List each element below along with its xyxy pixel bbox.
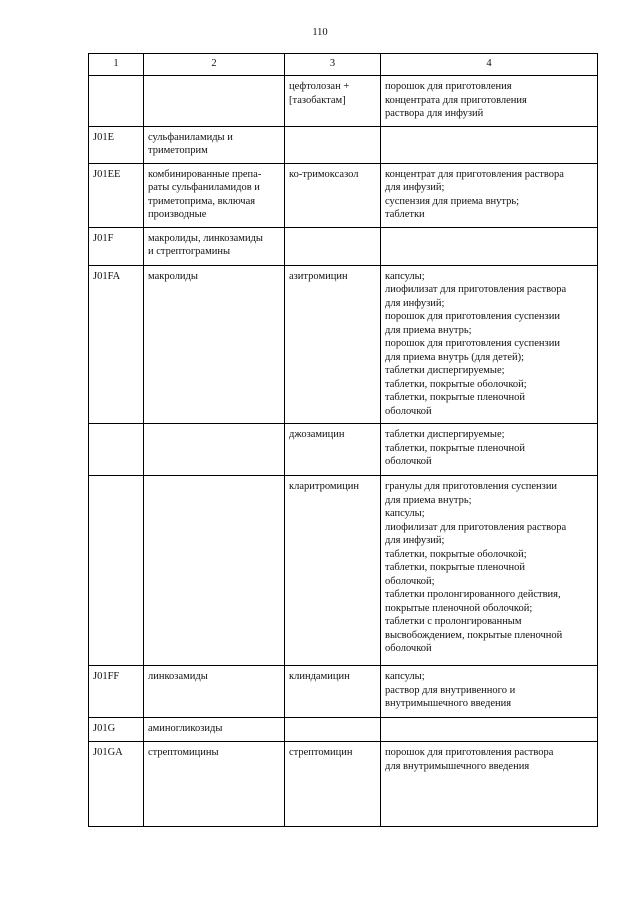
group-name-cell — [144, 163, 285, 227]
table-row — [89, 265, 598, 424]
atc-code-cell — [89, 227, 144, 265]
group-name-line: и стрептограмины — [148, 246, 231, 257]
substance-line: азитромицин — [289, 270, 348, 282]
dosage-forms-cell — [381, 476, 598, 666]
dosage-form-line: для приема внутрь (для детей); — [385, 351, 525, 363]
substance-line: ко-тримоксазол — [289, 168, 359, 180]
dosage-form-line: таблетки, покрытые оболочкой; — [385, 548, 527, 560]
dosage-form-line: лиофилизат для приготовления раствора — [385, 521, 567, 533]
table-row — [89, 666, 598, 718]
dosage-form-line: гранулы для приготовления суспензии — [385, 481, 558, 492]
dosage-form-line: таблетки диспергируемые; — [385, 365, 505, 376]
substance-cell — [285, 718, 381, 742]
dosage-form-line: раствор для внутривенного и — [385, 684, 516, 696]
dosage-form-line: концентрата для приготовления — [385, 94, 527, 106]
group-name-line: макролиды, линкозамиды — [148, 232, 263, 244]
dosage-form-line: для инфузий; — [385, 182, 445, 193]
dosage-form-line: высвобождением, покрытые пленочной — [385, 629, 563, 641]
atc-code-cell — [89, 76, 144, 127]
page-number: 110 — [312, 27, 328, 38]
dosage-form-line: порошок для приготовления — [385, 81, 512, 92]
dosage-form-line: для инфузий; — [385, 535, 445, 546]
group-name-cell — [144, 265, 285, 424]
dosage-form-line: таблетки, покрытые оболочкой; — [385, 378, 527, 390]
dosage-form-line: для приема внутрь; — [385, 324, 472, 336]
dosage-forms-cell — [381, 126, 598, 163]
table-row — [89, 718, 598, 742]
group-name-line: линкозамиды — [148, 671, 208, 682]
atc-code: J01F — [93, 232, 114, 244]
atc-code: J01EE — [93, 168, 121, 180]
atc-code: J01FF — [93, 671, 120, 682]
group-name-line: производные — [148, 209, 207, 220]
dosage-form-line: таблетки, покрытые пленочной — [385, 442, 526, 454]
group-name-cell — [144, 227, 285, 265]
substance-cell — [285, 227, 381, 265]
dosage-form-line: оболочкой — [385, 643, 432, 654]
table-row — [89, 424, 598, 476]
dosage-forms-cell — [381, 163, 598, 227]
dosage-forms-cell — [381, 76, 598, 127]
group-name-cell — [144, 742, 285, 827]
substance-line: кларитромицин — [289, 481, 360, 492]
substance-cell — [285, 265, 381, 424]
group-name-cell — [144, 476, 285, 666]
table-row — [89, 126, 598, 163]
group-name-line: триметоприма, включая — [148, 195, 256, 207]
column-header: 3 — [285, 54, 381, 76]
atc-code-cell — [89, 476, 144, 666]
table-header-row — [89, 54, 598, 76]
column-header: 2 — [144, 54, 285, 76]
group-name-cell — [144, 76, 285, 127]
substance-cell — [285, 742, 381, 827]
group-name-line: макролиды — [148, 270, 198, 282]
dosage-forms-cell — [381, 265, 598, 424]
table-row — [89, 476, 598, 666]
dosage-form-line: для внутримышечного введения — [385, 760, 530, 772]
dosage-form-line: капсулы; — [385, 508, 425, 519]
group-name-line: раты сульфаниламидов и — [148, 182, 260, 193]
group-name-cell — [144, 666, 285, 718]
substance-cell — [285, 126, 381, 163]
substance-line: стрептомицин — [289, 747, 353, 758]
dosage-form-line: таблетки пролонгированного действия, — [385, 589, 561, 600]
substance-cell — [285, 163, 381, 227]
dosage-forms-cell — [381, 742, 598, 827]
atc-code: J01FA — [93, 270, 121, 282]
group-name-line: сульфаниламиды и — [148, 131, 233, 143]
table-row — [89, 227, 598, 265]
substance-cell — [285, 424, 381, 476]
atc-code-cell — [89, 424, 144, 476]
group-name-line: аминогликозиды — [148, 723, 223, 734]
dosage-form-line: оболочкой — [385, 456, 432, 467]
group-name-line: комбинированные препа- — [148, 168, 262, 180]
atc-code-cell — [89, 666, 144, 718]
column-header: 1 — [89, 54, 144, 76]
atc-code-cell — [89, 718, 144, 742]
substance-line: клиндамицин — [289, 671, 350, 682]
atc-code: J01E — [93, 131, 114, 143]
table-row — [89, 163, 598, 227]
dosage-form-line: раствора для инфузий — [385, 108, 484, 119]
group-name-cell — [144, 424, 285, 476]
dosage-form-line: оболочкой; — [385, 575, 435, 587]
dosage-form-line: таблетки, покрытые пленочной — [385, 562, 526, 573]
substance-line: цефтолозан + — [289, 81, 350, 92]
atc-code-cell — [89, 742, 144, 827]
group-name-cell — [144, 718, 285, 742]
atc-code: J01GA — [93, 747, 123, 758]
group-name-line: триметоприм — [148, 145, 208, 156]
atc-code-cell — [89, 163, 144, 227]
dosage-form-line: порошок для приготовления суспензии — [385, 311, 560, 322]
dosage-form-line: для инфузий; — [385, 297, 445, 309]
drug-table — [88, 53, 598, 827]
dosage-form-line: порошок для приготовления суспензии — [385, 338, 560, 349]
substance-cell — [285, 476, 381, 666]
substance-cell — [285, 666, 381, 718]
atc-code-cell — [89, 265, 144, 424]
group-name-line: стрептомицины — [148, 747, 219, 758]
dosage-forms-cell — [381, 666, 598, 718]
table-row — [89, 76, 598, 127]
dosage-form-line: суспензия для приема внутрь; — [385, 195, 520, 207]
dosage-form-line: лиофилизат для приготовления раствора — [385, 284, 567, 295]
dosage-form-line: таблетки с пролонгированным — [385, 616, 522, 627]
table-row — [89, 742, 598, 827]
substance-cell — [285, 76, 381, 127]
dosage-form-line: капсулы; — [385, 270, 425, 282]
substance-line: [тазобактам] — [289, 94, 346, 106]
dosage-form-line: оболочкой — [385, 405, 432, 417]
dosage-forms-cell — [381, 227, 598, 265]
dosage-form-line: порошок для приготовления раствора — [385, 747, 554, 758]
dosage-form-line: таблетки диспергируемые; — [385, 429, 505, 440]
dosage-form-line: покрытые пленочной оболочкой; — [385, 602, 533, 614]
dosage-form-line: таблетки — [385, 209, 425, 220]
dosage-forms-cell — [381, 718, 598, 742]
atc-code: J01G — [93, 723, 116, 734]
dosage-form-line: внутримышечного введения — [385, 698, 512, 709]
substance-line: джозамицин — [289, 429, 345, 440]
column-header: 4 — [381, 54, 598, 76]
atc-code-cell — [89, 126, 144, 163]
dosage-form-line: для приема внутрь; — [385, 494, 472, 506]
dosage-form-line: концентрат для приготовления раствора — [385, 168, 564, 180]
dosage-form-line: таблетки, покрытые пленочной — [385, 392, 526, 403]
dosage-form-line: капсулы; — [385, 671, 425, 682]
group-name-cell — [144, 126, 285, 163]
dosage-forms-cell — [381, 424, 598, 476]
